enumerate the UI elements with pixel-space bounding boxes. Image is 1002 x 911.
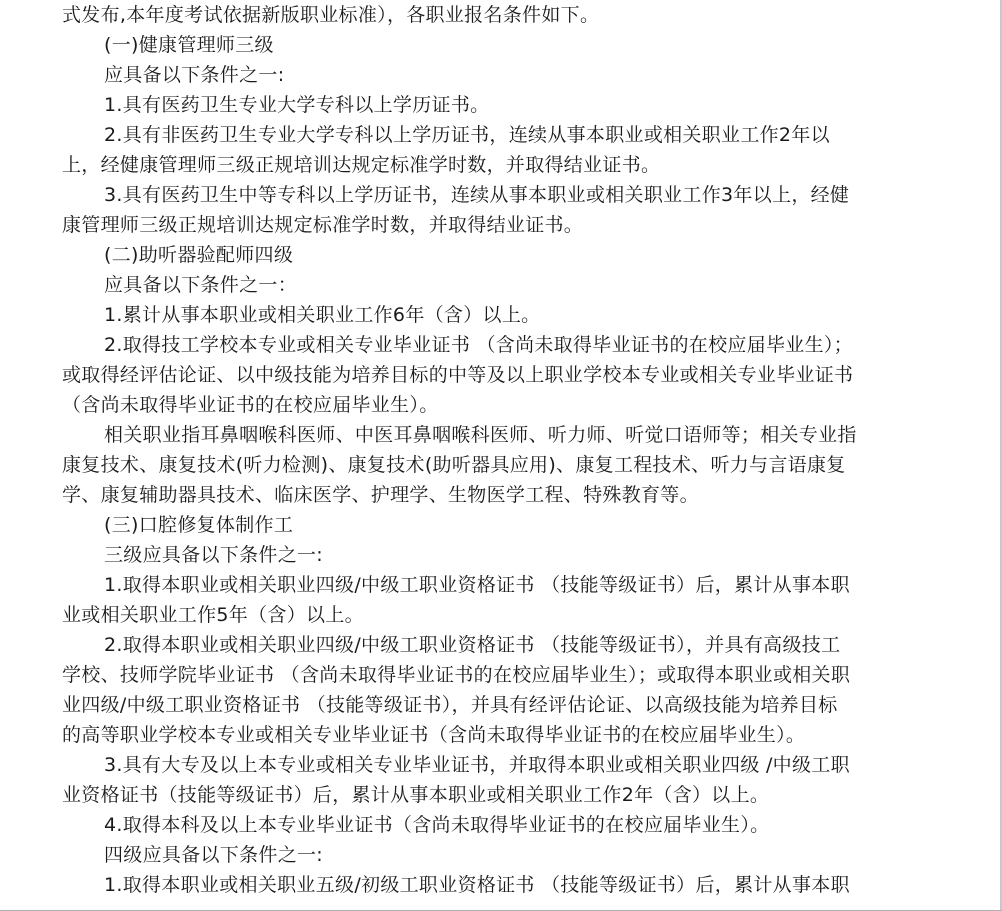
paragraph-line: 相关职业指耳鼻咽喉科医师、中医耳鼻咽喉科医师、听力师、听觉口语师等；相关专业指 xyxy=(104,424,857,446)
paragraph-line: 业或相关职业工作5年（含）以上。 xyxy=(62,604,364,626)
section-heading-hearing-aid-fitter: (二)助听器验配师四级 xyxy=(104,244,294,266)
paragraph-line: 2.具有非医药卫生专业大学专科以上学历证书，连续从事本职业或相关职业工作2年以 xyxy=(104,124,830,146)
paragraph-line: 3.具有医药卫生中等专科以上学历证书，连续从事本职业或相关职业工作3年以上，经健 xyxy=(104,184,850,206)
paragraph-line: 或取得经评估论证、以中级技能为培养目标的中等及以上职业学校本专业或相关专业毕业证书 xyxy=(62,364,854,386)
paragraph-line: 1.具有医药卫生专业大学专科以上学历证书。 xyxy=(104,94,490,116)
section-heading-dental-prosthesis-maker: (三)口腔修复体制作工 xyxy=(104,514,294,536)
article-body xyxy=(62,0,942,900)
paragraph-line: 业四级/中级工职业资格证书 （技能等级证书），并具有经评估论证、以高级技能为培养目标 xyxy=(62,694,838,716)
paragraph-line: 业资格证书（技能等级证书）后，累计从事本职业或相关职业工作2年（含）以上。 xyxy=(62,784,770,806)
paragraph-line: 1.取得本职业或相关职业四级/中级工职业资格证书 （技能等级证书）后，累计从事本职 xyxy=(104,574,850,596)
paragraph-line: 学、康复辅助器具技术、临床医学、护理学、生物医学工程、特殊教育等。 xyxy=(62,484,699,506)
paragraph-line: 1.累计从事本职业或相关职业工作6年（含）以上。 xyxy=(104,304,541,326)
paragraph-line: 2.取得技工学校本专业或相关专业毕业证书 （含尚未取得毕业证书的在校应届毕业生）； xyxy=(104,334,853,356)
paragraph-line: 式发布,本年度考试依据新版职业标准），各职业报名条件如下。 xyxy=(62,4,600,26)
paragraph-line: 康管理师三级正规培训达规定标准学时数，并取得结业证书。 xyxy=(62,214,584,236)
paragraph-line: 4.取得本科及以上本专业毕业证书（含尚未取得毕业证书的在校应届毕业生）。 xyxy=(104,814,770,836)
paragraph-line: 上，经健康管理师三级正规培训达规定标准学时数，并取得结业证书。 xyxy=(62,154,661,176)
paragraph-line: 1.取得本职业或相关职业五级/初级工职业资格证书 （技能等级证书）后，累计从事本职 xyxy=(104,874,850,896)
section-heading-health-manager: (一)健康管理师三级 xyxy=(104,34,274,56)
paragraph-line: 应具备以下条件之一: xyxy=(104,64,285,86)
paragraph-line: 四级应具备以下条件之一: xyxy=(104,844,324,866)
paragraph-line: 的高等职业学校本专业或相关专业毕业证书（含尚未取得毕业证书的在校应届毕业生）。 xyxy=(62,724,806,746)
paragraph-line: 三级应具备以下条件之一: xyxy=(104,544,324,566)
paragraph-line: 康复技术、康复技术(听力检测)、康复技术(助听器具应用)、康复工程技术、听力与言语康复 xyxy=(62,454,846,476)
paragraph-line: 3.具有大专及以上本专业或相关专业毕业证书，并取得本职业或相关职业四级 /中级工职 xyxy=(104,754,850,776)
paragraph-line: 2.取得本职业或相关职业四级/中级工职业资格证书 （技能等级证书），并具有高级技工 xyxy=(104,634,841,656)
paragraph-line: 应具备以下条件之一： xyxy=(104,274,298,296)
paragraph-line: 学校、技师学院毕业证书 （含尚未取得毕业证书的在校应届毕业生）；或取得本职业或相关职 xyxy=(62,664,851,686)
paragraph-line: （含尚未取得毕业证书的在校应届毕业生）。 xyxy=(62,394,439,416)
